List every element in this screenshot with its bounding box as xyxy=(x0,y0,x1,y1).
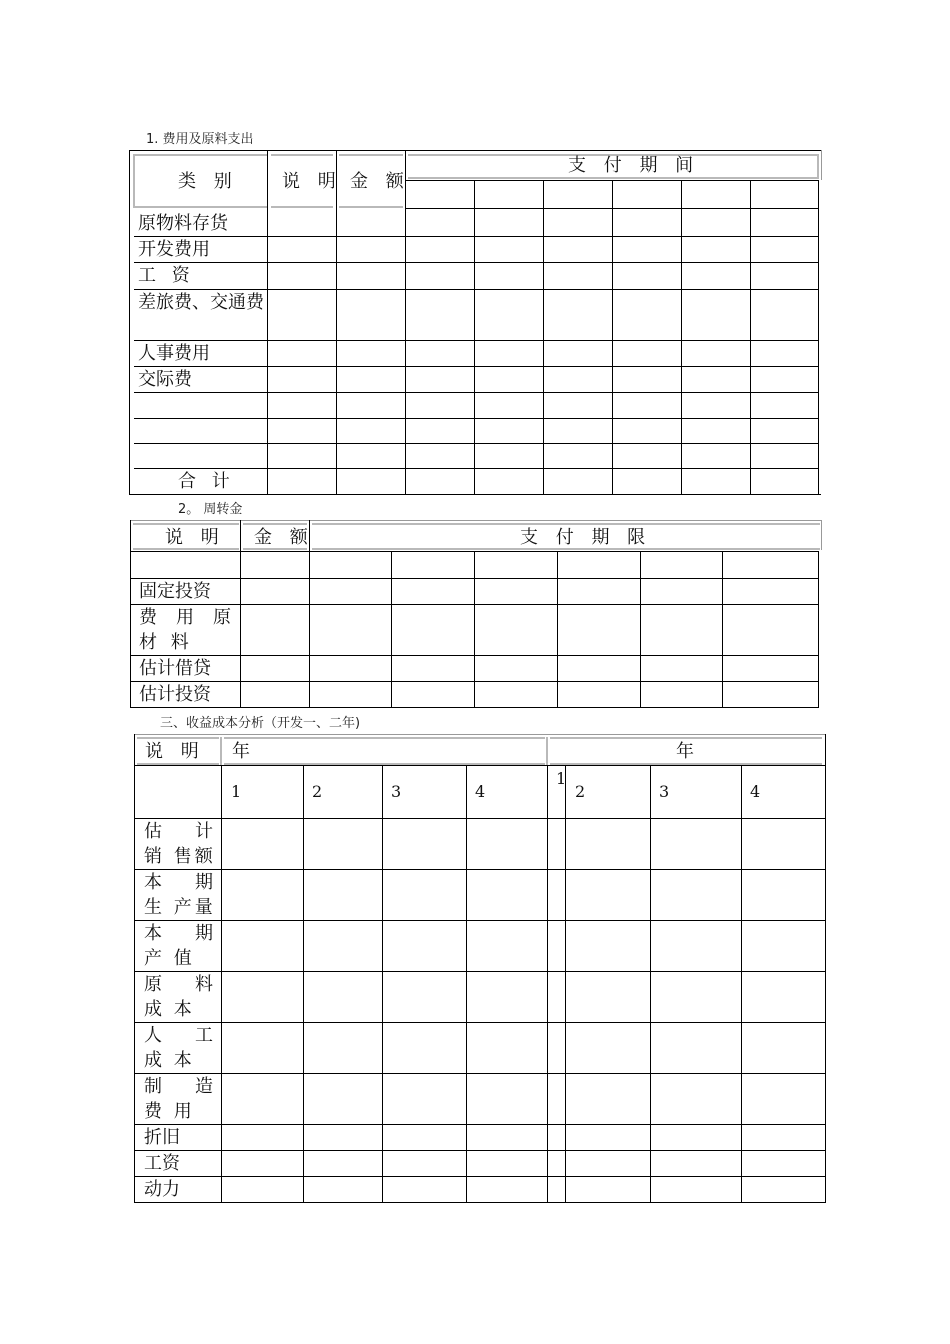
category-header: 类 别 xyxy=(178,171,238,192)
year-1-header: 年 xyxy=(232,741,250,762)
row-material-cost: 原 料 成 本 xyxy=(144,974,216,1020)
y1-quarter-2: 2 xyxy=(312,782,323,801)
row-current-production: 本 期 生 产量 xyxy=(144,872,216,918)
row-depreciation: 折旧 xyxy=(144,1127,180,1148)
row-entertainment: 交际费 xyxy=(138,369,192,390)
row-development-cost: 开发费用 xyxy=(138,239,210,260)
row-estimated-loan: 估计借贷 xyxy=(139,658,211,679)
row-total: 合 计 xyxy=(178,471,235,492)
payment-period-header: 支 付 期 间 xyxy=(568,155,700,176)
row-estimated-sales: 估 计 销 售额 xyxy=(144,821,216,867)
y1-quarter-4: 4 xyxy=(475,782,486,801)
wc-amount-header: 金 额 xyxy=(254,527,314,548)
row-labor-cost: 人 工 成 本 xyxy=(144,1025,216,1071)
row-manufacturing-cost: 制 造 费 用 xyxy=(144,1076,216,1122)
section-1-caption: 1. 费用及原料支出 xyxy=(146,132,254,147)
description-header: 说 明 xyxy=(282,171,342,192)
row-current-output-value: 本 期 产 值 xyxy=(144,923,216,969)
section-3-caption: 三、收益成本分析（开发一、二年) xyxy=(160,716,361,731)
y2-quarter-3: 3 xyxy=(659,782,670,801)
row-wages: 工 资 xyxy=(138,265,195,286)
wc-description-header: 说 明 xyxy=(165,527,225,548)
y1-quarter-1: 1 xyxy=(231,782,242,801)
row-raw-material-inventory: 原物料存货 xyxy=(138,213,228,234)
y2-quarter-2: 2 xyxy=(575,782,586,801)
wc-payment-term-header: 支 付 期 限 xyxy=(520,527,652,548)
row-wage: 工资 xyxy=(144,1153,180,1174)
amount-header: 金 额 xyxy=(350,171,410,192)
y2-quarter-4: 4 xyxy=(750,782,761,801)
row-personnel-cost: 人事费用 xyxy=(138,343,210,364)
y2-quarter-1: 1 xyxy=(556,769,567,788)
row-travel-transport: 差旅费、交通费 xyxy=(138,292,264,313)
analysis-description-header: 说 明 xyxy=(145,741,205,762)
row-power: 动力 xyxy=(144,1179,180,1200)
row-fixed-investment: 固定投资 xyxy=(139,581,211,602)
row-expense-raw-material: 费 用 原 材 料 xyxy=(139,607,235,653)
row-estimated-investment: 估计投资 xyxy=(139,684,211,705)
year-2-header: 年 xyxy=(676,741,694,762)
y1-quarter-3: 3 xyxy=(391,782,402,801)
section-2-caption: 2。 周转金 xyxy=(178,502,243,517)
